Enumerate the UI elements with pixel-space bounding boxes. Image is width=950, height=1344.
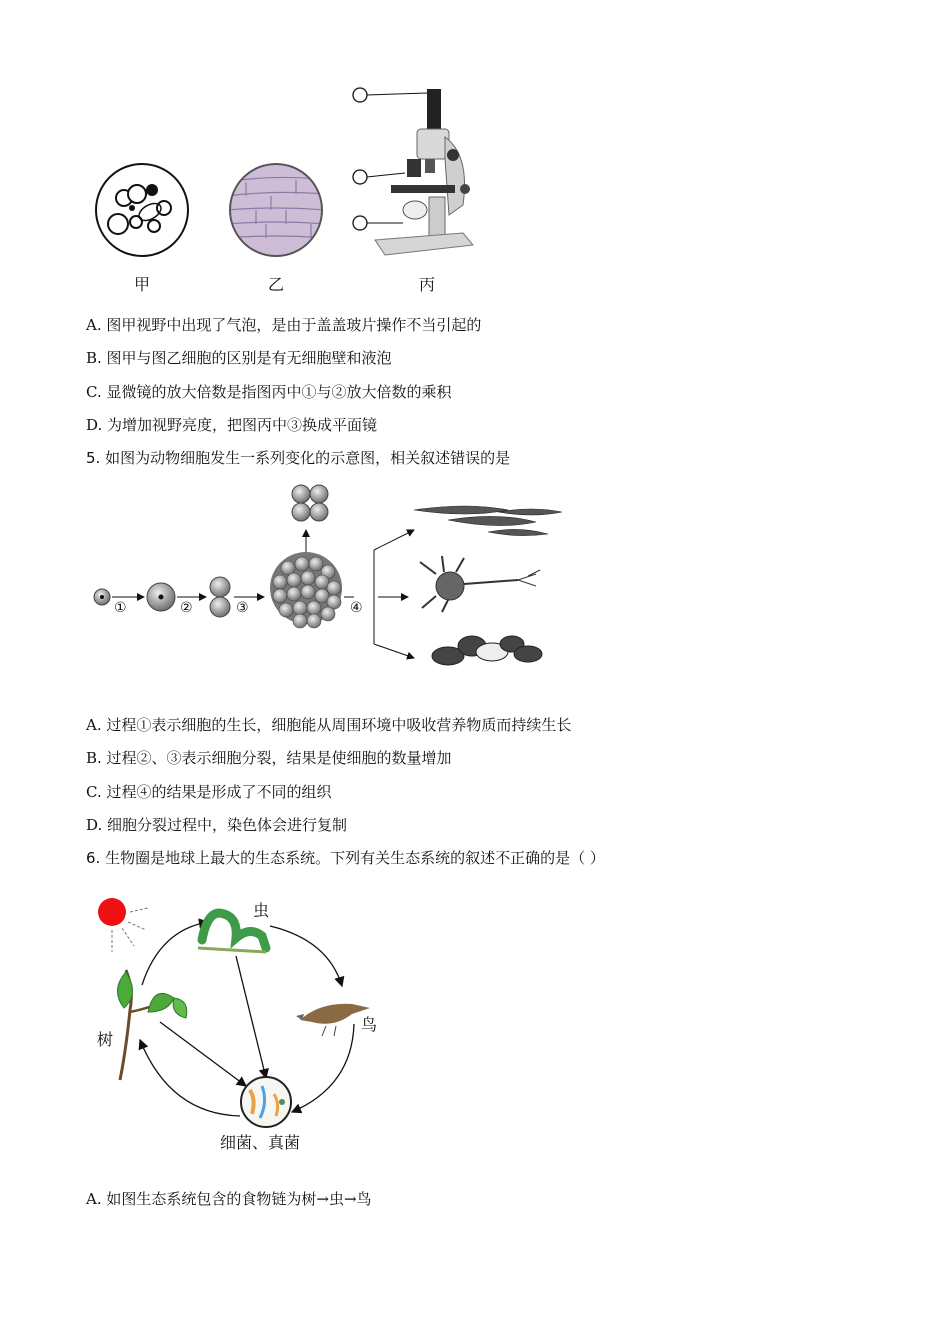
cell-division-diagram (88, 476, 568, 676)
bacteria-fungi-icon (241, 1077, 291, 1127)
q6-option-a: A. 如图生态系统包含的食物链为树→虫→鸟 (86, 1190, 372, 1208)
step-1: ① (114, 600, 127, 616)
label-bing: 丙 (419, 275, 436, 294)
microscope (345, 85, 475, 265)
step-3: ③ (236, 600, 249, 616)
step-4: ④ (350, 600, 363, 616)
q5-option-a: A. 过程①表示细胞的生长，细胞能从周围环境中吸收营养物质而持续生长 (86, 716, 572, 734)
q5-option-b: B. 过程②、③表示细胞分裂，结果是使细胞的数量增加 (86, 749, 452, 767)
q4-option-a: A. 图甲视野中出现了气泡，是由于盖盖玻片操作不当引起的 (86, 316, 482, 334)
sun-icon (98, 898, 126, 926)
q4-option-d: D. 为增加视野亮度，把图丙中③换成平面镜 (86, 416, 378, 434)
q6-stem: 6. 生物圈是地球上最大的生态系统。下列有关生态系统的叙述不正确的是（ ） (86, 849, 605, 867)
q5-option-d: D. 细胞分裂过程中，染色体会进行复制 (86, 816, 348, 834)
label-tree: 树 (97, 1030, 114, 1049)
cell-view-jia (92, 160, 192, 260)
q4-option-b: B. 图甲与图乙细胞的区别是有无细胞壁和液泡 (86, 349, 392, 367)
label-yi: 乙 (268, 275, 285, 294)
cell-view-yi (226, 160, 326, 260)
q4-option-c: C. 显微镜的放大倍数是指图丙中①与②放大倍数的乘积 (86, 383, 452, 401)
label-bird: 鸟 (361, 1015, 378, 1034)
label-jia: 甲 (134, 275, 151, 294)
label-decomposer: 细菌、真菌 (220, 1133, 301, 1152)
label-insect: 虫 (253, 901, 270, 920)
ecosystem-diagram (90, 890, 390, 1150)
q5-stem: 5. 如图为动物细胞发生一系列变化的示意图，相关叙述错误的是 (86, 449, 511, 467)
step-2: ② (180, 600, 193, 616)
bird-icon (296, 1004, 370, 1036)
q5-option-c: C. 过程④的结果是形成了不同的组织 (86, 783, 332, 801)
